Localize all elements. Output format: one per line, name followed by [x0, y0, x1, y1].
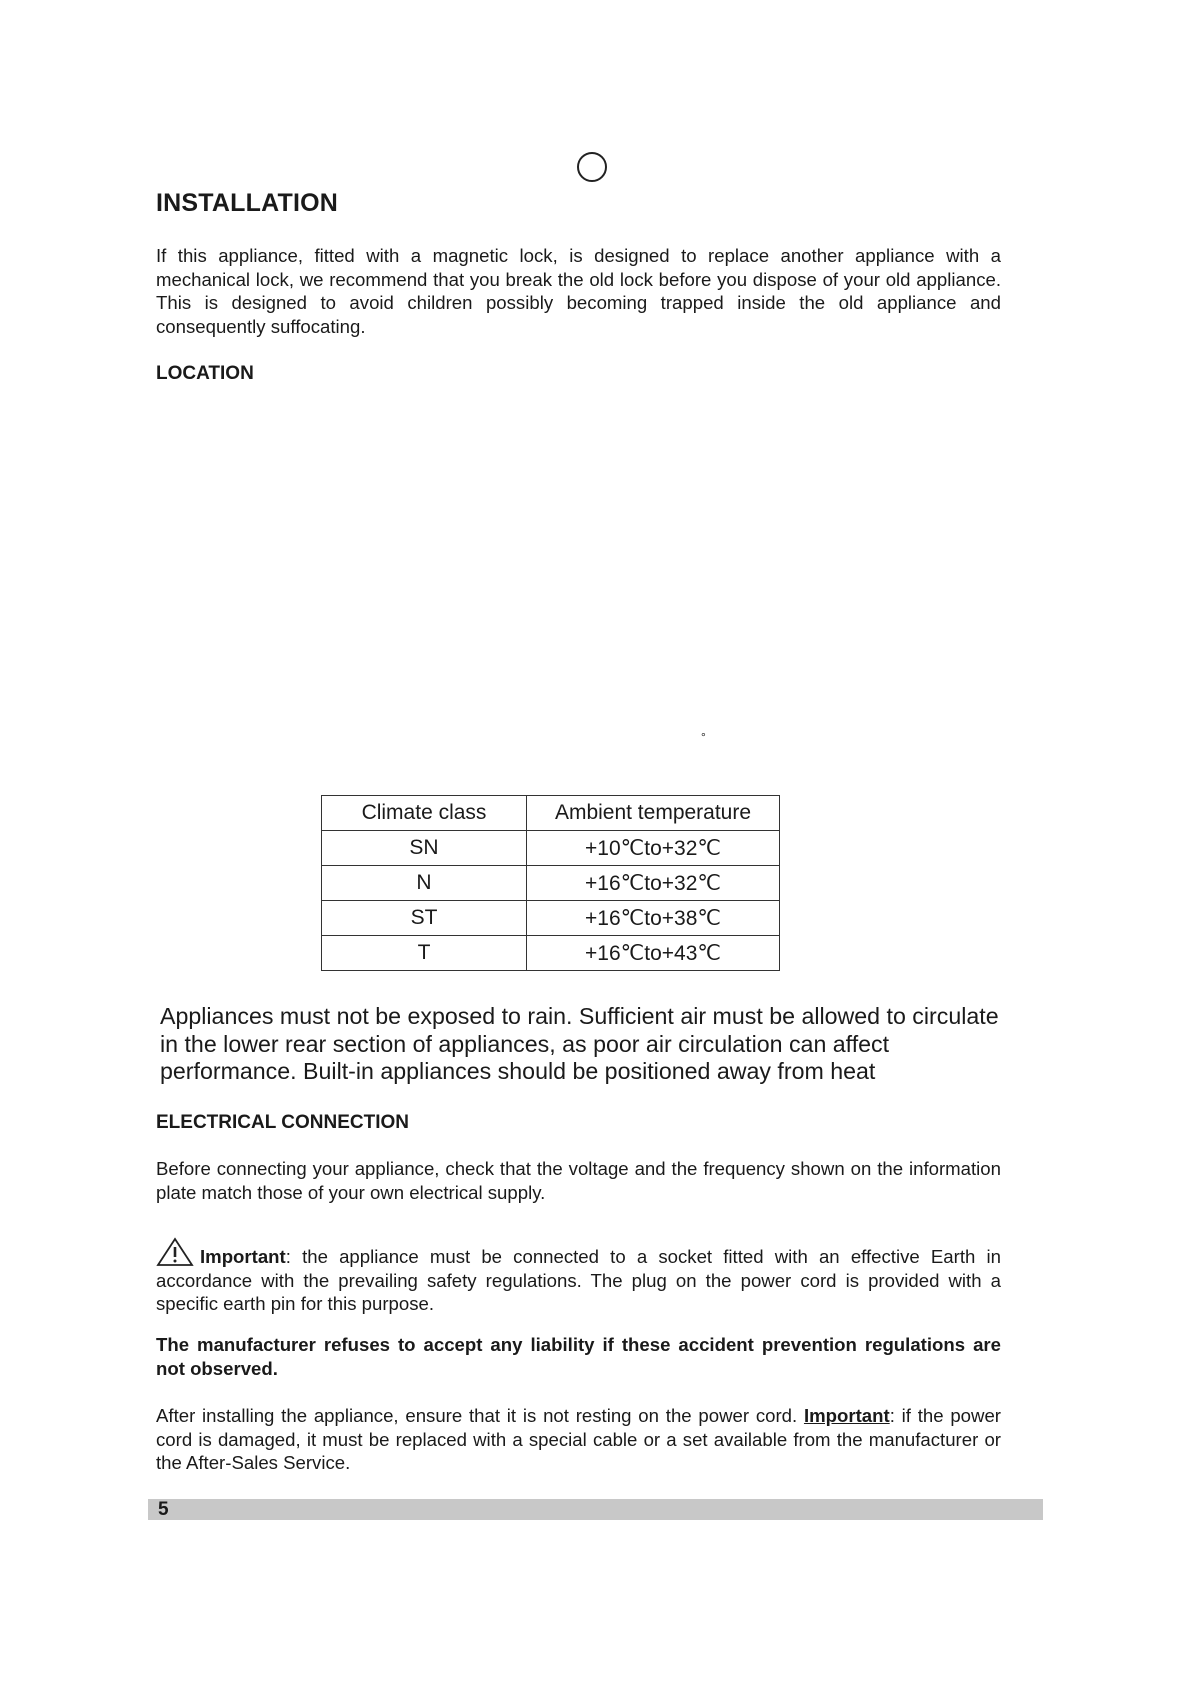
climate-class-cell: N	[322, 866, 527, 901]
table-row	[322, 866, 780, 901]
table-header-row	[322, 796, 780, 831]
electrical-heading: ELECTRICAL CONNECTION	[156, 1112, 409, 1133]
table-row	[322, 936, 780, 971]
location-heading: LOCATION	[156, 363, 254, 384]
climate-class-cell: T	[322, 936, 527, 971]
temperature-range-cell: +10℃to+32℃	[527, 831, 780, 866]
liability-paragraph: The manufacturer refuses to accept any liability if these accident prevention regulations are not observed.	[156, 1334, 1001, 1379]
temperature-range-cell: +16℃to+43℃	[527, 936, 780, 971]
table-row	[322, 901, 780, 936]
placement-paragraph: Appliances must not be exposed to rain. Sufficient air must be allowed to circulate in the lower rear section of appliances, as poor air circulation can affect performance. Built-in appliances should be positioned away from heat	[160, 1003, 999, 1084]
page-number: 5	[158, 1499, 169, 1520]
climate-class-table	[321, 795, 780, 971]
climate-class-cell: ST	[322, 901, 527, 936]
earth-warning-paragraph	[156, 1237, 1001, 1316]
climate-class-cell: SN	[322, 831, 527, 866]
page-marker-circle	[577, 152, 607, 182]
climate-class-header: Climate class	[322, 796, 527, 831]
section-title: INSTALLATION	[156, 189, 339, 217]
important-label: Important	[200, 1246, 286, 1267]
intro-paragraph: If this appliance, fitted with a magnetic lock, is designed to replace another appliance with a mechanical lock, we recommend that you break the old lock before you dispose of your old appliance. This is designed to avoid children possibly becoming trapped inside the old appliance and consequently suffocating.	[156, 245, 1001, 337]
temperature-range-cell: +16℃to+38℃	[527, 901, 780, 936]
earth-warning-text: : the appliance must be connected to a socket fitted with an effective Earth in accordance with the prevailing safety regulations. The plug on the power cord is provided with a specific earth pin for this purpose.	[156, 1246, 1001, 1315]
warning-triangle-icon	[156, 1237, 194, 1267]
voltage-paragraph: Before connecting your appliance, check that the voltage and the frequency shown on the information plate match those of your own electrical supply.	[156, 1158, 1001, 1203]
power-cord-paragraph	[156, 1404, 1001, 1475]
power-cord-text-end: : if the power cord is damaged, it must be replaced with a special cable or a set available from the manufacturer or the After-Sales Service.	[156, 1405, 1001, 1474]
temperature-range-cell: +16℃to+32℃	[527, 866, 780, 901]
degree-mark: °	[701, 730, 706, 744]
power-cord-text-start: After installing the appliance, ensure that it is not resting on the power cord.	[156, 1405, 804, 1426]
table-row	[322, 831, 780, 866]
footer-bar	[148, 1499, 1043, 1520]
ambient-temperature-header: Ambient temperature	[527, 796, 780, 831]
cord-important-label: Important	[803, 1405, 890, 1426]
